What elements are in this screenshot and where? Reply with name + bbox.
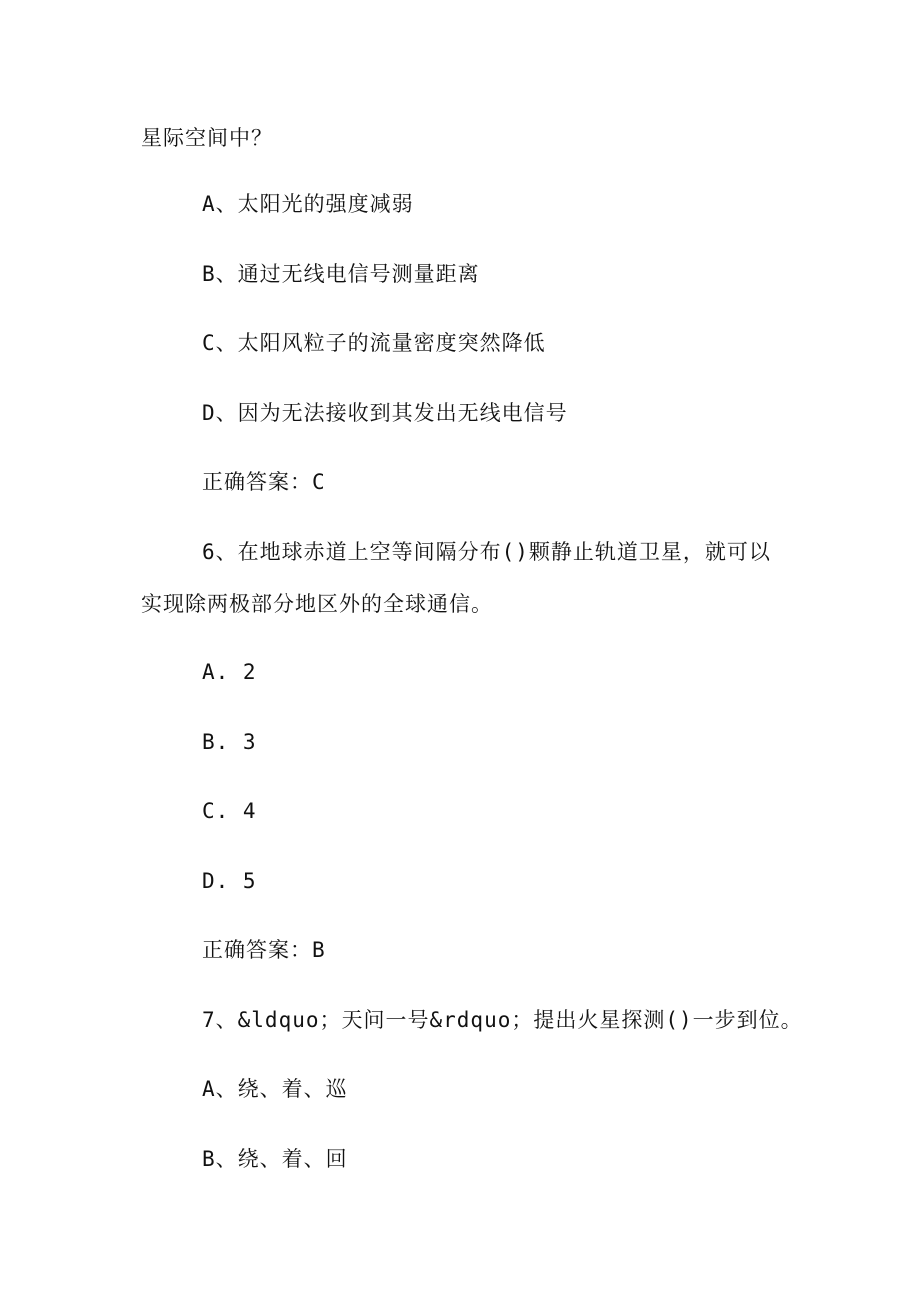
option-b: B、通过无线电信号测量距离 — [202, 262, 480, 286]
option-a: A. 2 — [202, 660, 257, 684]
question-6-continuation: 实现除两极部分地区外的全球通信。 — [141, 592, 493, 616]
option-a: A、太阳光的强度减弱 — [202, 192, 414, 216]
option-d: D、因为无法接收到其发出无线电信号 — [202, 401, 568, 425]
option-c: C. 4 — [202, 799, 257, 823]
question-7: 7、&ldquo；天问一号&rdquo；提出火星探测()一步到位。 — [202, 1008, 803, 1032]
question-5-continuation: 星际空间中？ — [141, 126, 273, 150]
option-a: A、绕、着、巡 — [202, 1077, 348, 1101]
correct-answer: 正确答案：B — [202, 938, 326, 962]
question-6: 6、在地球赤道上空等间隔分布()颗静止轨道卫星，就可以 — [202, 540, 771, 564]
option-b: B. 3 — [202, 730, 257, 754]
option-d: D. 5 — [202, 869, 257, 893]
correct-answer: 正确答案：C — [202, 470, 326, 494]
option-c: C、太阳风粒子的流量密度突然降低 — [202, 331, 546, 355]
option-b: B、绕、着、回 — [202, 1147, 348, 1171]
